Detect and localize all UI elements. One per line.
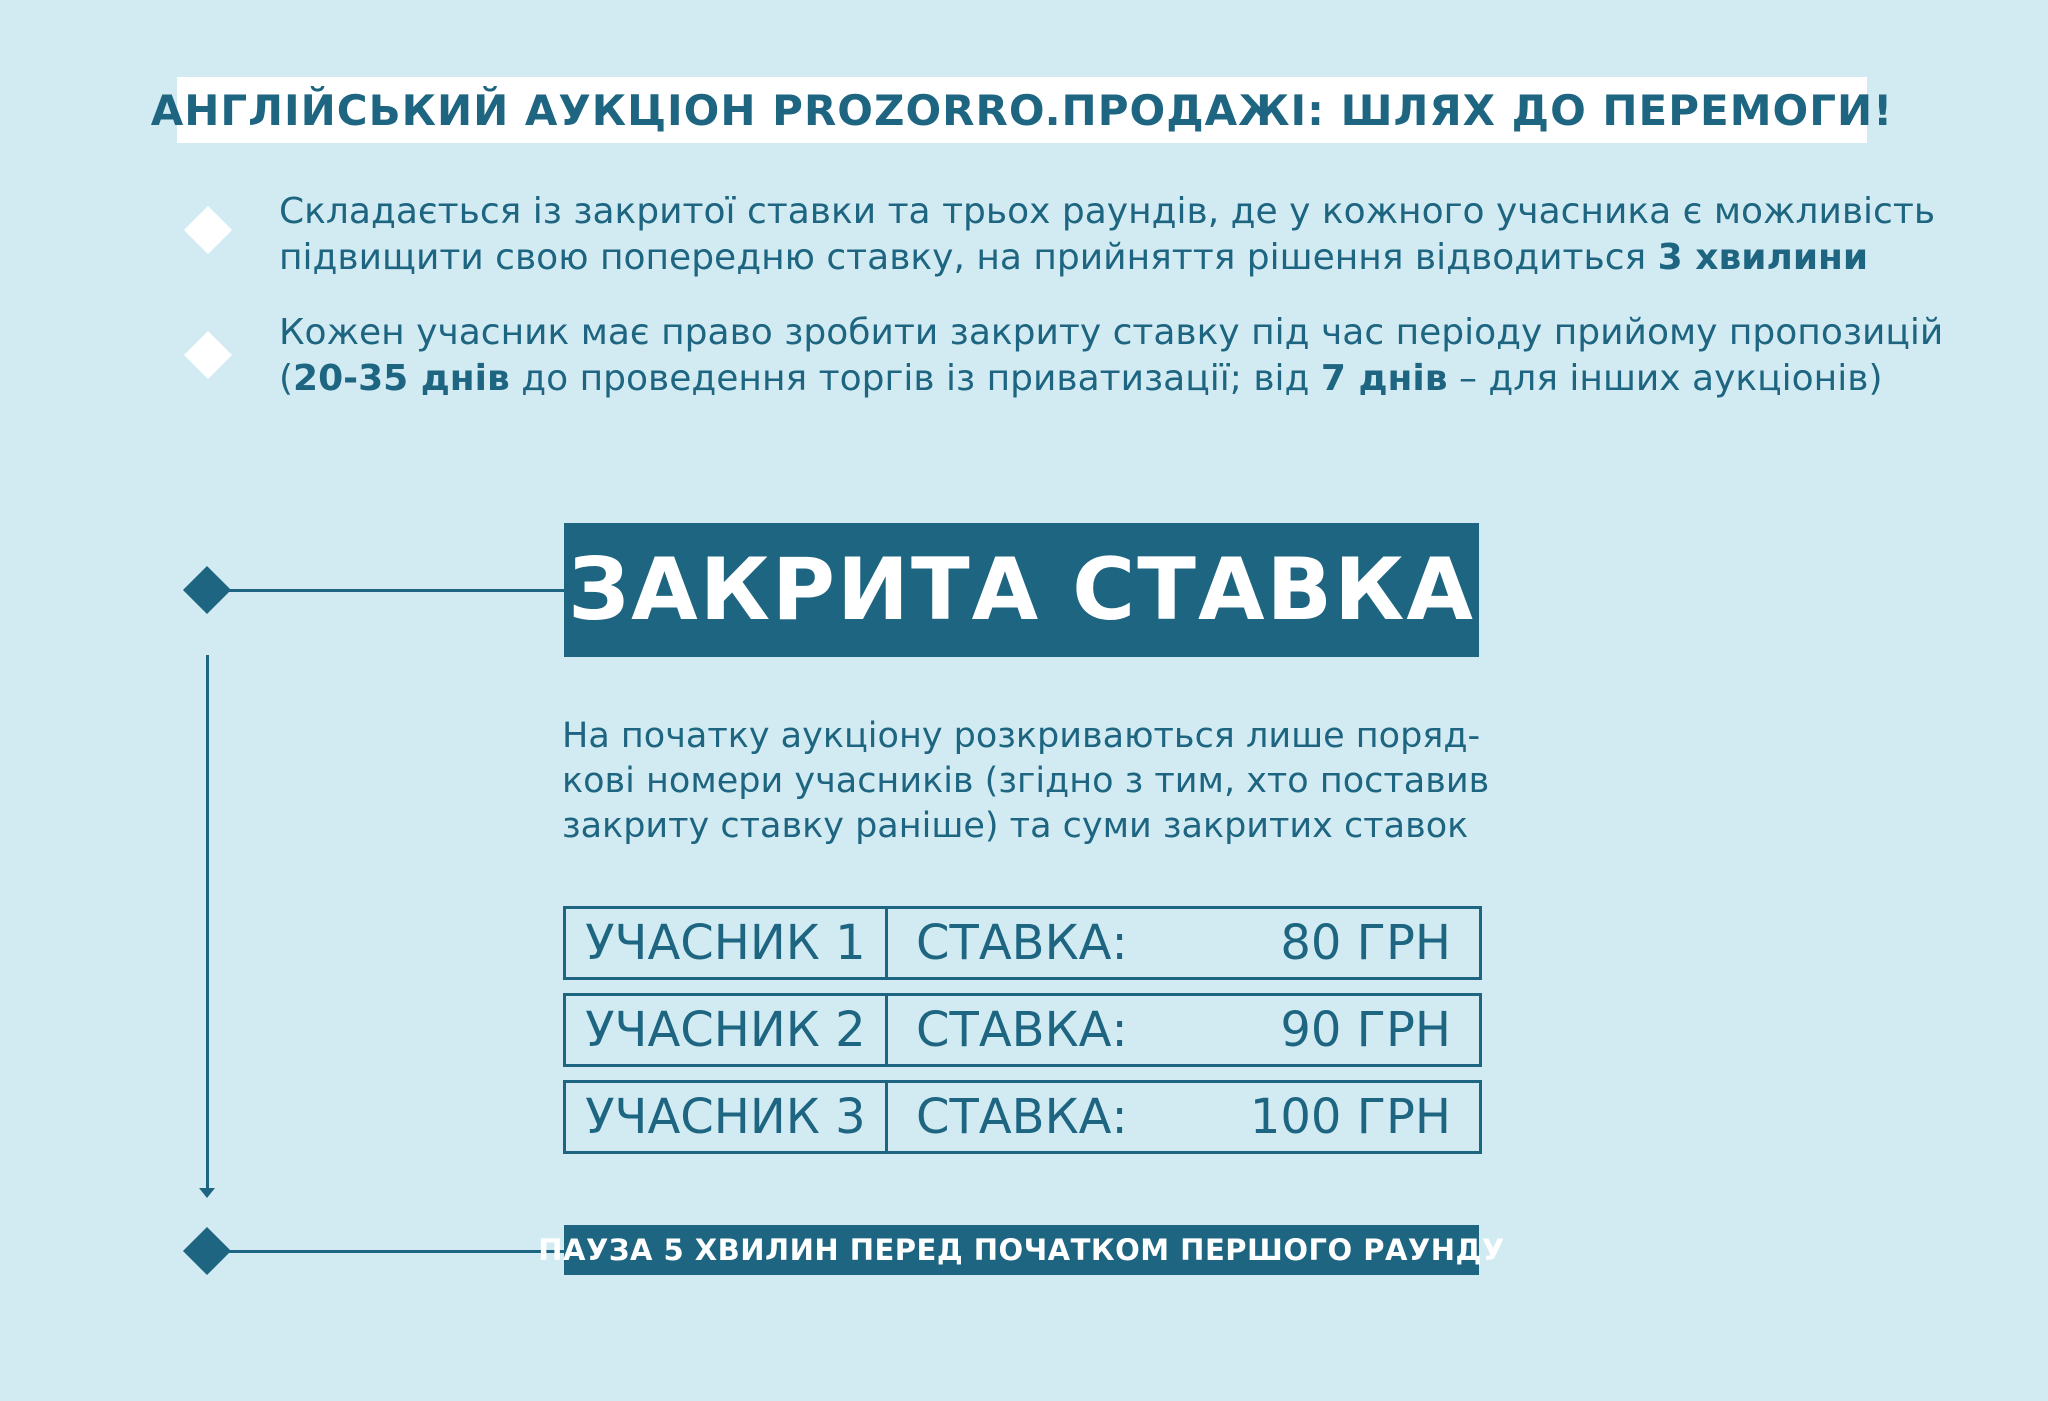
bullet-1-text: підвищити свою попередню ставку, на прийняття рішення відводиться (279, 237, 1658, 278)
timeline-vertical-line (206, 655, 209, 1190)
participant-name: УЧАСНИК 3 (566, 1083, 888, 1151)
bullet-2-emphasis-1: 20-35 днів (293, 358, 510, 399)
pause-label: ПАУЗА 5 ХВИЛИН ПЕРЕД ПОЧАТКОМ ПЕРШОГО РАУНДУ (538, 1233, 1505, 1267)
bullet-1-line-1: Складається із закритої ставки та трьох раундів, де у кожного учасника є можливість (279, 191, 1936, 232)
bullet-item-1 (279, 189, 1935, 281)
section-heading-box (564, 523, 1479, 657)
bid-label: СТАВКА: (916, 1002, 1128, 1058)
bid-amount: 100 ГРН (1249, 1089, 1451, 1145)
bullet-2-text-a: ( (279, 358, 294, 399)
pause-banner (538, 1225, 1505, 1275)
timeline-connector-bottom (224, 1250, 564, 1253)
participant-name: УЧАСНИК 2 (566, 996, 888, 1064)
bid-label: СТАВКА: (916, 1089, 1128, 1145)
bid-row (563, 906, 1482, 980)
description (562, 714, 1489, 849)
participant-name: УЧАСНИК 1 (566, 909, 888, 977)
bid-amount: 80 ГРН (1280, 915, 1451, 971)
bid-row (563, 993, 1482, 1067)
bid-amount: 90 ГРН (1280, 1002, 1451, 1058)
bid-label: СТАВКА: (916, 915, 1128, 971)
bullet-2-line-1: Кожен учасник має право зробити закриту ставку під час періоду прийому пропозицій (279, 312, 1944, 353)
bullet-item-2 (279, 310, 1943, 402)
bullet-2-text-b: до проведення торгів із приватизації; від (509, 358, 1321, 399)
bullet-diamond-icon (184, 331, 232, 379)
bullet-2-text-c: – для інших аукціонів) (1447, 358, 1883, 399)
bullet-2-line-2 (279, 356, 1943, 402)
timeline-connector-top (224, 589, 564, 592)
description-line-1: На початку аукціону розкриваються лише поряд- (562, 716, 1481, 756)
bullet-diamond-icon (184, 206, 232, 254)
bullet-1-emphasis: 3 хвилини (1657, 237, 1869, 278)
page-title: АНГЛІЙСЬКИЙ АУКЦІОН PROZORRO.ПРОДАЖІ: ШЛЯХ ДО ПЕРЕМОГИ! (150, 85, 1894, 135)
section-heading: ЗАКРИТА СТАВКА (568, 540, 1475, 640)
bid-row (563, 1080, 1482, 1154)
timeline-arrow-icon (199, 1188, 215, 1198)
bullet-1-line-2 (279, 235, 1935, 281)
description-line-2: кові номери учасників (згідно з тим, хто поставив (562, 761, 1490, 801)
description-line-3: закриту ставку раніше) та суми закритих ставок (562, 806, 1469, 846)
bullet-2-emphasis-2: 7 днів (1320, 358, 1448, 399)
title-banner (150, 77, 1894, 143)
